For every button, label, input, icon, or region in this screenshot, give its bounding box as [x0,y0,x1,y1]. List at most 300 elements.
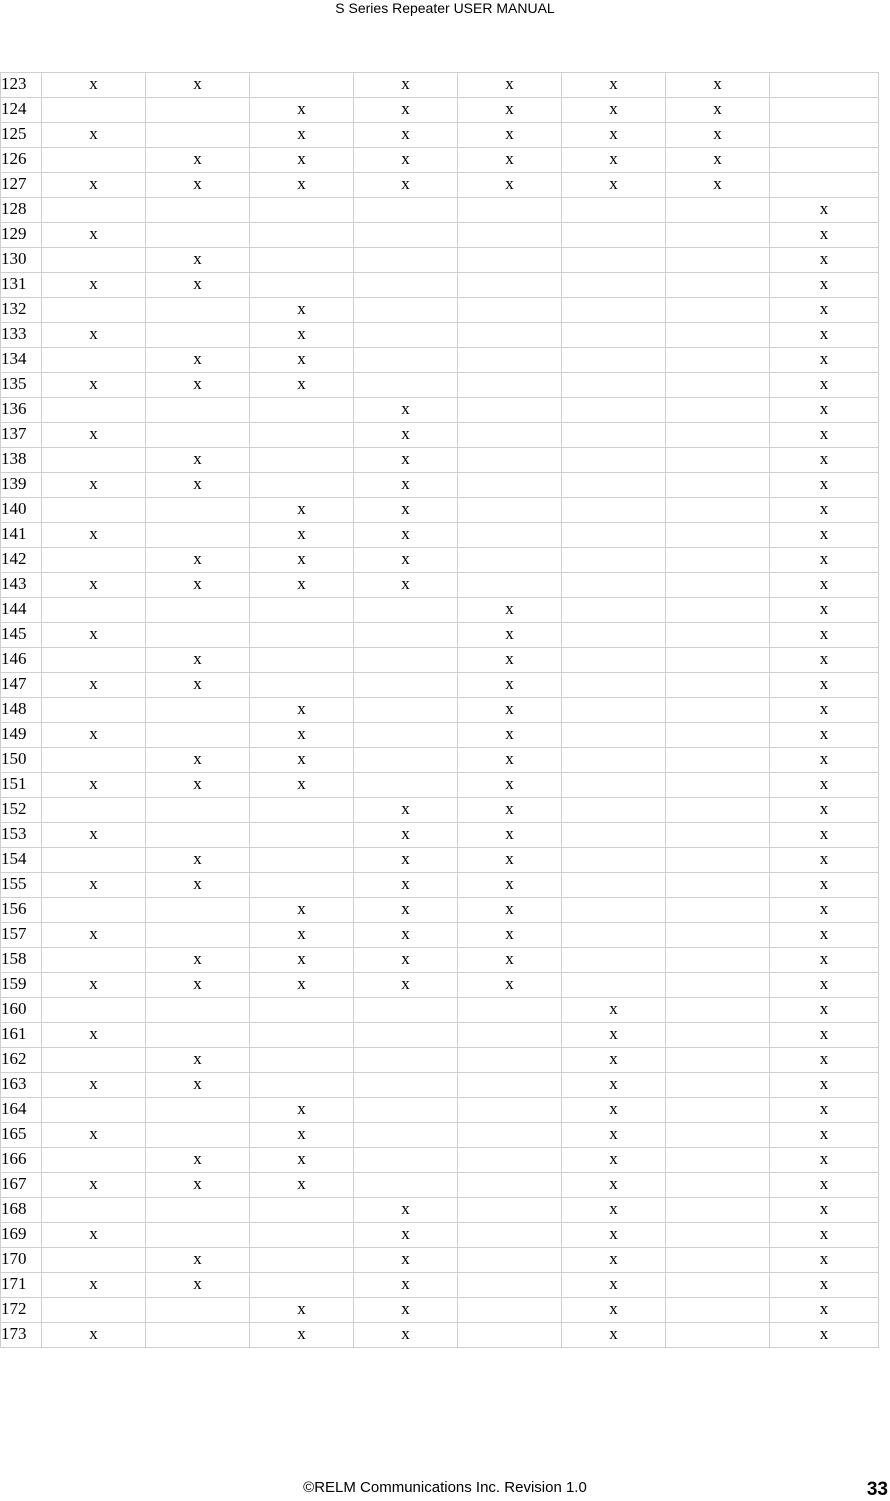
row-code-cell: 155 [1,873,42,898]
row-code-cell: 134 [1,348,42,373]
mark-cell [146,1198,250,1223]
mark-cell [146,1223,250,1248]
mark-cell: x [354,473,458,498]
mark-cell: x [42,173,146,198]
row-code-cell: 144 [1,598,42,623]
mark-cell: x [458,748,562,773]
mark-cell [146,498,250,523]
mark-cell: x [354,1323,458,1348]
mark-cell [562,798,666,823]
mark-cell [42,98,146,123]
mark-cell: x [42,973,146,998]
mark-cell [354,323,458,348]
mark-cell [458,448,562,473]
mark-cell [666,773,770,798]
mark-cell: x [458,173,562,198]
mark-cell: x [354,573,458,598]
row-code-cell: 162 [1,1048,42,1073]
mark-cell [250,598,354,623]
table-row [1,1323,879,1348]
mark-cell: x [458,948,562,973]
table-row [1,1198,879,1223]
mark-cell [146,723,250,748]
mark-cell: x [250,773,354,798]
mark-cell [562,773,666,798]
table-row [1,748,879,773]
mark-cell [250,673,354,698]
mark-cell [666,423,770,448]
mark-cell: x [42,1223,146,1248]
mark-cell [666,673,770,698]
mark-cell: x [562,1148,666,1173]
mark-cell [562,198,666,223]
mark-cell: x [562,1323,666,1348]
mark-cell: x [354,73,458,98]
mark-cell: x [458,773,562,798]
mark-cell: x [770,198,879,223]
mark-cell [666,548,770,573]
mark-cell: x [770,648,879,673]
mark-cell: x [666,73,770,98]
row-code-cell: 148 [1,698,42,723]
mark-cell: x [354,923,458,948]
mark-cell: x [770,773,879,798]
mark-cell [770,98,879,123]
mark-cell [354,1023,458,1048]
row-code-cell: 146 [1,648,42,673]
mark-cell: x [42,623,146,648]
mark-cell: x [42,923,146,948]
mark-cell [666,873,770,898]
mark-cell [42,998,146,1023]
mark-cell [458,373,562,398]
row-code-cell: 132 [1,298,42,323]
mark-cell [250,1023,354,1048]
row-code-cell: 141 [1,523,42,548]
mark-cell [42,848,146,873]
mark-cell: x [770,423,879,448]
mark-cell [562,973,666,998]
row-code-cell: 138 [1,448,42,473]
mark-cell: x [770,298,879,323]
mark-cell: x [42,1023,146,1048]
mark-cell [666,298,770,323]
mark-cell [666,1148,770,1173]
mark-cell [354,373,458,398]
mark-cell [146,1123,250,1148]
mark-cell: x [42,823,146,848]
mark-cell: x [146,873,250,898]
mark-cell: x [770,973,879,998]
row-code-cell: 158 [1,948,42,973]
mark-cell [562,448,666,473]
mark-cell: x [42,73,146,98]
table-row [1,398,879,423]
mark-cell [666,223,770,248]
mark-cell: x [562,73,666,98]
mark-cell: x [146,248,250,273]
mark-cell [562,548,666,573]
mark-cell [354,198,458,223]
mark-cell [42,248,146,273]
mark-cell: x [770,223,879,248]
mark-cell [666,723,770,748]
mark-cell: x [146,173,250,198]
mark-cell: x [250,98,354,123]
mark-cell: x [250,1298,354,1323]
mark-cell [146,1298,250,1323]
mark-cell [458,1048,562,1073]
mark-cell [250,198,354,223]
mark-cell: x [354,423,458,448]
mark-cell: x [770,273,879,298]
mark-cell: x [458,648,562,673]
table-row [1,98,879,123]
mark-cell: x [146,373,250,398]
mark-cell: x [354,98,458,123]
table-row [1,1123,879,1148]
table-row [1,573,879,598]
mark-cell: x [770,898,879,923]
mark-cell [42,1098,146,1123]
row-code-cell: 171 [1,1273,42,1298]
mark-cell: x [250,298,354,323]
row-code-cell: 147 [1,673,42,698]
table-row [1,823,879,848]
mark-cell: x [770,1148,879,1173]
mark-cell [666,1048,770,1073]
mark-cell [250,223,354,248]
mark-cell: x [562,1298,666,1323]
mark-cell: x [770,1048,879,1073]
mark-cell: x [250,1123,354,1148]
mark-cell [42,698,146,723]
mark-cell [354,598,458,623]
row-code-cell: 145 [1,623,42,648]
mark-cell: x [354,523,458,548]
mark-cell: x [42,1173,146,1198]
table-row [1,1298,879,1323]
mark-cell: x [146,948,250,973]
mark-cell: x [770,848,879,873]
mark-cell [666,523,770,548]
mark-cell [42,548,146,573]
mark-cell [146,898,250,923]
row-code-cell: 169 [1,1223,42,1248]
mark-cell: x [146,1048,250,1073]
row-code-cell: 126 [1,148,42,173]
mark-cell [562,923,666,948]
mark-cell [666,698,770,723]
mark-cell [666,948,770,973]
table-row [1,448,879,473]
mark-cell [354,1148,458,1173]
mark-cell [146,298,250,323]
mark-cell: x [250,723,354,748]
table-row [1,423,879,448]
mark-cell: x [354,1273,458,1298]
mark-cell [562,848,666,873]
mark-cell: x [250,1148,354,1173]
mark-cell: x [146,848,250,873]
table-row [1,1048,879,1073]
mark-cell [666,1248,770,1273]
row-code-cell: 168 [1,1198,42,1223]
row-code-cell: 161 [1,1023,42,1048]
mark-cell: x [562,1248,666,1273]
mark-cell [562,398,666,423]
mark-cell: x [666,123,770,148]
mark-cell [666,248,770,273]
mark-cell: x [146,673,250,698]
table-row [1,73,879,98]
mark-cell: x [562,1048,666,1073]
mark-cell [562,498,666,523]
mark-cell [250,1223,354,1248]
mark-cell [146,398,250,423]
mark-cell [146,123,250,148]
table-row [1,298,879,323]
mark-cell [458,198,562,223]
table-row [1,1023,879,1048]
mark-cell: x [42,673,146,698]
row-code-cell: 153 [1,823,42,848]
mark-cell: x [42,1273,146,1298]
mark-cell: x [770,1223,879,1248]
mark-cell: x [770,823,879,848]
mark-cell: x [250,173,354,198]
mark-cell: x [770,873,879,898]
mark-cell: x [146,273,250,298]
mark-cell: x [42,523,146,548]
mark-cell: x [770,348,879,373]
mark-cell: x [146,73,250,98]
mark-cell [770,123,879,148]
mark-cell: x [354,148,458,173]
mark-cell [146,98,250,123]
mark-cell [354,623,458,648]
table-row [1,873,879,898]
mark-cell: x [562,1123,666,1148]
mark-cell: x [42,773,146,798]
mark-cell: x [250,1323,354,1348]
mark-cell [458,523,562,548]
mark-cell [458,1323,562,1348]
row-code-cell: 160 [1,998,42,1023]
mark-cell [562,723,666,748]
mark-cell [562,373,666,398]
mark-cell: x [146,648,250,673]
mark-cell [666,448,770,473]
mark-cell: x [770,498,879,523]
mark-cell: x [42,273,146,298]
mark-cell [458,1148,562,1173]
mark-cell: x [250,323,354,348]
mark-cell [458,398,562,423]
mark-cell [562,948,666,973]
mark-cell [354,998,458,1023]
mark-cell: x [250,373,354,398]
table-row [1,923,879,948]
mark-cell: x [562,1023,666,1048]
mark-cell [42,1298,146,1323]
row-code-cell: 123 [1,73,42,98]
mark-cell [146,523,250,548]
page-footer [0,1479,890,1501]
mark-cell [146,323,250,348]
mark-cell [42,948,146,973]
mark-cell: x [146,148,250,173]
table-row [1,773,879,798]
table-row [1,898,879,923]
table-row [1,148,879,173]
mark-cell: x [354,1198,458,1223]
mark-cell [42,1248,146,1273]
mark-cell: x [458,598,562,623]
mark-cell [42,448,146,473]
mark-cell: x [146,1248,250,1273]
mark-cell: x [354,173,458,198]
mark-cell: x [770,1173,879,1198]
mark-cell: x [562,1098,666,1123]
mark-cell [250,1198,354,1223]
mark-cell: x [42,323,146,348]
mark-cell [666,998,770,1023]
mark-cell [146,1323,250,1348]
mark-cell: x [770,1098,879,1123]
mark-cell [666,798,770,823]
row-code-cell: 154 [1,848,42,873]
mark-cell [458,348,562,373]
mark-cell [146,623,250,648]
mark-cell [42,148,146,173]
mark-cell: x [354,1223,458,1248]
mark-cell: x [770,923,879,948]
mark-cell [562,673,666,698]
mark-cell: x [146,1073,250,1098]
mark-cell [666,1023,770,1048]
mark-cell [146,798,250,823]
mark-cell [146,598,250,623]
mark-cell [562,873,666,898]
row-code-cell: 151 [1,773,42,798]
mark-cell [146,998,250,1023]
mark-cell [250,998,354,1023]
mark-cell [666,973,770,998]
table-row [1,973,879,998]
mark-cell [666,1073,770,1098]
mark-cell: x [770,1023,879,1048]
row-code-cell: 167 [1,1173,42,1198]
table-row [1,523,879,548]
row-code-cell: 170 [1,1248,42,1273]
mark-cell [562,473,666,498]
table-row [1,1148,879,1173]
mark-cell [458,1098,562,1123]
mark-cell [562,323,666,348]
row-code-cell: 163 [1,1073,42,1098]
mark-cell: x [562,1198,666,1223]
mark-cell [458,273,562,298]
mark-cell: x [562,123,666,148]
row-code-cell: 124 [1,98,42,123]
mark-cell [458,423,562,448]
mark-cell: x [250,948,354,973]
table-row [1,323,879,348]
mark-cell [250,398,354,423]
mark-cell [458,1298,562,1323]
mark-cell: x [146,548,250,573]
mark-cell [562,648,666,673]
mark-cell [146,923,250,948]
mark-cell: x [666,173,770,198]
mark-cell [250,848,354,873]
mark-cell [562,898,666,923]
mark-cell: x [770,373,879,398]
row-code-cell: 135 [1,373,42,398]
mark-cell: x [458,123,562,148]
mark-cell: x [458,148,562,173]
mark-cell: x [770,573,879,598]
row-code-cell: 139 [1,473,42,498]
mark-cell [250,648,354,673]
row-code-cell: 143 [1,573,42,598]
mark-cell [354,1073,458,1098]
mark-cell: x [770,598,879,623]
mark-cell: x [458,723,562,748]
mark-cell [354,273,458,298]
mark-cell [666,923,770,948]
mark-cell: x [250,573,354,598]
mark-cell: x [250,148,354,173]
mark-cell: x [42,123,146,148]
mark-cell: x [458,673,562,698]
table-row [1,673,879,698]
mark-cell [250,623,354,648]
mark-cell [666,598,770,623]
mark-cell: x [42,573,146,598]
mark-cell: x [354,823,458,848]
mark-cell: x [354,798,458,823]
mark-cell: x [354,1298,458,1323]
mark-cell: x [770,1323,879,1348]
table-row [1,848,879,873]
row-code-cell: 127 [1,173,42,198]
mark-cell [354,1048,458,1073]
mark-cell [458,1273,562,1298]
mark-cell: x [146,573,250,598]
table-row [1,173,879,198]
mark-cell [562,523,666,548]
row-code-cell: 131 [1,273,42,298]
row-code-cell: 129 [1,223,42,248]
mark-cell [458,473,562,498]
mark-cell: x [250,548,354,573]
mark-cell [458,548,562,573]
mark-cell [250,1273,354,1298]
mark-cell: x [250,348,354,373]
mark-cell: x [146,1173,250,1198]
row-code-cell: 152 [1,798,42,823]
mark-cell [562,248,666,273]
mark-cell [666,1198,770,1223]
mark-cell: x [146,473,250,498]
table-row [1,198,879,223]
mark-cell [458,1173,562,1198]
table-row [1,473,879,498]
mark-cell [42,1148,146,1173]
mark-cell: x [770,548,879,573]
